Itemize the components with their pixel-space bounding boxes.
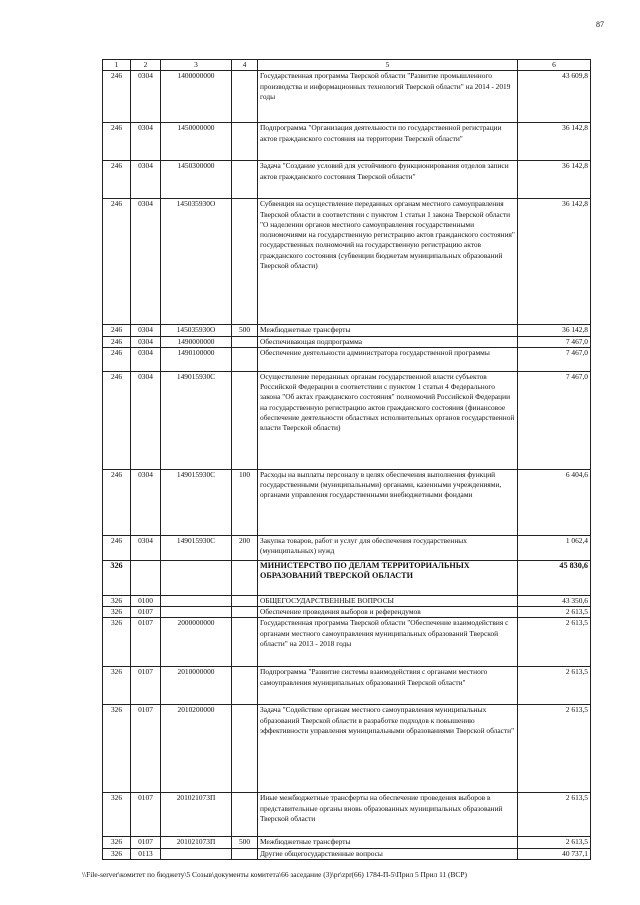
table-row (103, 848, 591, 859)
cell-target-code: 2010200000 (161, 705, 232, 793)
cell-admin-code: 326 (103, 667, 131, 705)
cell-amount: 2 613,5 (518, 837, 591, 848)
cell-expense-type (232, 371, 258, 469)
cell-target-code: 201021073П (161, 837, 232, 848)
cell-admin-code: 246 (103, 325, 131, 336)
cell-description: МИНИСТЕРСТВО ПО ДЕЛАМ ТЕРРИТОРИАЛЬНЫХ ОБРАЗОВАНИЙ ТВЕРСКОЙ ОБЛАСТИ (258, 560, 518, 595)
cell-section-code: 0304 (131, 347, 161, 371)
cell-target-code: 145035930О (161, 325, 232, 336)
cell-expense-type (232, 71, 258, 123)
cell-admin-code: 326 (103, 618, 131, 667)
table-row (103, 199, 591, 325)
cell-description: Обеспечение деятельности администратора государственной программы (258, 347, 518, 371)
cell-expense-type (232, 161, 258, 199)
cell-section-code: 0304 (131, 469, 161, 535)
cell-amount: 36 142,8 (518, 199, 591, 325)
table-row (103, 667, 591, 705)
cell-expense-type (232, 347, 258, 371)
cell-expense-type (232, 560, 258, 595)
cell-expense-type (232, 618, 258, 667)
cell-admin-code: 326 (103, 705, 131, 793)
table-row (103, 336, 591, 347)
cell-description: Подпрограмма "Развитие системы взаимодействия с органами местного самоуправления муниципальных образований Тверской области" (258, 667, 518, 705)
cell-amount: 36 142,8 (518, 161, 591, 199)
cell-admin-code: 246 (103, 199, 131, 325)
cell-amount: 43 609,8 (518, 71, 591, 123)
cell-section-code (131, 560, 161, 595)
cell-description: Подпрограмма "Организация деятельности по государственной регистрации актов гражданского состояния на территории Тверской области" (258, 123, 518, 161)
cell-admin-code: 246 (103, 161, 131, 199)
cell-expense-type (232, 705, 258, 793)
cell-section-code: 0304 (131, 71, 161, 123)
table-row (103, 595, 591, 606)
cell-target-code: 1400000000 (161, 71, 232, 123)
cell-target-code: 2010000000 (161, 667, 232, 705)
cell-amount: 7 467,0 (518, 371, 591, 469)
footer-file-path: \\File-server\комитет по бюджету\5 Созыв\документы комитета\66 заседание (3)\pr\zpr(66) 1784-П-5\Прил 5 Прил 11 (ВСР) (82, 870, 467, 879)
cell-target-code (161, 595, 232, 606)
cell-expense-type: 500 (232, 837, 258, 848)
table-header-row (103, 60, 591, 71)
cell-description: Межбюджетные трансферты (258, 837, 518, 848)
cell-expense-type (232, 848, 258, 859)
cell-description: ОБЩЕГОСУДАРСТВЕННЫЕ ВОПРОСЫ (258, 595, 518, 606)
cell-description: Осуществление переданных органам государственной власти субъектов Российской Федерации в соответствии с пунктом 1 статьи 4 Федерального закона "Об актах гражданского состояния" полномочий Российской Федерации на государственную регистрацию актов гражданского состояния (финансовое обеспечение деятельности областных исполнительных органов государственной власти Тверской области) (258, 371, 518, 469)
cell-target-code: 145035930О (161, 199, 232, 325)
cell-expense-type: 500 (232, 325, 258, 336)
cell-section-code: 0107 (131, 705, 161, 793)
cell-description: Межбюджетные трансферты (258, 325, 518, 336)
cell-section-code: 0107 (131, 667, 161, 705)
cell-expense-type: 100 (232, 469, 258, 535)
cell-amount: 7 467,0 (518, 336, 591, 347)
cell-section-code: 0107 (131, 837, 161, 848)
cell-section-code: 0107 (131, 607, 161, 618)
table-row (103, 123, 591, 161)
cell-admin-code: 326 (103, 607, 131, 618)
cell-section-code: 0107 (131, 793, 161, 837)
cell-target-code: 1490000000 (161, 336, 232, 347)
cell-target-code: 201021073П (161, 793, 232, 837)
cell-amount: 2 613,5 (518, 793, 591, 837)
cell-admin-code: 246 (103, 469, 131, 535)
cell-amount: 40 737,1 (518, 848, 591, 859)
cell-amount: 2 613,5 (518, 667, 591, 705)
cell-target-code (161, 560, 232, 595)
cell-admin-code: 326 (103, 848, 131, 859)
table-row (103, 607, 591, 618)
cell-expense-type (232, 607, 258, 618)
cell-description: Расходы на выплаты персоналу в целях обеспечения выполнения функций государственными (муниципальными) органами, казенными учреждениями, органами управления государственными внебюджетными фондами (258, 469, 518, 535)
cell-section-code: 0107 (131, 618, 161, 667)
cell-description: Задача "Содействие органам местного самоуправления муниципальных образований Тверской области в разработке подходов к повышению эффективности управления муниципальными образованиями Тверской области" (258, 705, 518, 793)
cell-expense-type (232, 595, 258, 606)
cell-section-code: 0304 (131, 371, 161, 469)
table-body (103, 71, 591, 860)
cell-target-code: 149015930С (161, 371, 232, 469)
cell-description: Государственная программа Тверской области "Развитие промышленного производства и информационных технологий Тверской области" на 2014 - 2019 годы (258, 71, 518, 123)
cell-target-code: 149015930С (161, 535, 232, 560)
header-col-2: 2 (131, 60, 161, 71)
cell-admin-code: 246 (103, 347, 131, 371)
budget-table (102, 59, 591, 860)
cell-description: Обеспечение проведения выборов и референдумов (258, 607, 518, 618)
cell-amount: 45 830,6 (518, 560, 591, 595)
table-row (103, 469, 591, 535)
cell-admin-code: 326 (103, 595, 131, 606)
cell-expense-type (232, 199, 258, 325)
cell-section-code: 0304 (131, 123, 161, 161)
cell-admin-code: 326 (103, 837, 131, 848)
cell-admin-code: 246 (103, 371, 131, 469)
cell-target-code: 2000000000 (161, 618, 232, 667)
cell-admin-code: 246 (103, 336, 131, 347)
cell-target-code: 149015930С (161, 469, 232, 535)
table-row (103, 371, 591, 469)
table-row (103, 837, 591, 848)
cell-section-code: 0113 (131, 848, 161, 859)
cell-target-code: 1490100000 (161, 347, 232, 371)
cell-admin-code: 326 (103, 560, 131, 595)
cell-amount: 2 613,5 (518, 705, 591, 793)
cell-section-code: 0304 (131, 325, 161, 336)
table-row (103, 535, 591, 560)
cell-amount: 7 467,0 (518, 347, 591, 371)
cell-description: Обеспечивающая подпрограмма (258, 336, 518, 347)
cell-description: Иные межбюджетные трансферты на обеспечение проведения выборов в представительные органы вновь образованных муниципальных образований Тверской области (258, 793, 518, 837)
table-row (103, 560, 591, 595)
cell-amount: 43 350,6 (518, 595, 591, 606)
cell-description: Субвенция на осуществление переданных органам местного самоуправления Тверской области в соответствии с пунктом 1 статьи 1 закона Тверской области "О наделении органов местного самоуправления государственными полномочиями на государственную регистрацию актов гражданского состояния" государственных полномочий на государственную регистрацию актов гражданского состояния (субвенции бюджетам муниципальных образований Тверской области) (258, 199, 518, 325)
cell-amount: 1 062,4 (518, 535, 591, 560)
cell-description: Закупка товаров, работ и услуг для обеспечения государственных (муниципальных) нужд (258, 535, 518, 560)
table-row (103, 618, 591, 667)
cell-amount: 2 613,5 (518, 618, 591, 667)
cell-target-code: 1450300000 (161, 161, 232, 199)
cell-target-code (161, 607, 232, 618)
cell-amount: 6 404,6 (518, 469, 591, 535)
cell-description: Задача "Создание условий для устойчивого функционирования отделов записи актов гражданского состояния Тверской области" (258, 161, 518, 199)
header-col-5: 5 (258, 60, 518, 71)
cell-section-code: 0100 (131, 595, 161, 606)
cell-section-code: 0304 (131, 535, 161, 560)
cell-expense-type (232, 123, 258, 161)
header-col-6: 6 (518, 60, 591, 71)
table-row (103, 71, 591, 123)
cell-amount: 36 142,8 (518, 123, 591, 161)
cell-section-code: 0304 (131, 199, 161, 325)
cell-admin-code: 246 (103, 535, 131, 560)
table-row (103, 705, 591, 793)
header-col-4: 4 (232, 60, 258, 71)
cell-description: Государственная программа Тверской области "Обеспечение взаимодействия с органами местного самоуправления муниципальных образований Тверской области" на 2013 - 2018 годы (258, 618, 518, 667)
cell-expense-type (232, 667, 258, 705)
table-row (103, 325, 591, 336)
cell-amount: 2 613,5 (518, 607, 591, 618)
cell-expense-type: 200 (232, 535, 258, 560)
table-row (103, 161, 591, 199)
cell-admin-code: 246 (103, 123, 131, 161)
header-col-3: 3 (161, 60, 232, 71)
table-row (103, 793, 591, 837)
header-col-1: 1 (103, 60, 131, 71)
page-number: 87 (596, 20, 604, 29)
cell-expense-type (232, 336, 258, 347)
cell-description: Другие общегосударственные вопросы (258, 848, 518, 859)
cell-admin-code: 246 (103, 71, 131, 123)
table-row (103, 347, 591, 371)
cell-expense-type (232, 793, 258, 837)
cell-admin-code: 326 (103, 793, 131, 837)
cell-target-code (161, 848, 232, 859)
cell-amount: 36 142,8 (518, 325, 591, 336)
cell-section-code: 0304 (131, 161, 161, 199)
cell-target-code: 1450000000 (161, 123, 232, 161)
cell-section-code: 0304 (131, 336, 161, 347)
